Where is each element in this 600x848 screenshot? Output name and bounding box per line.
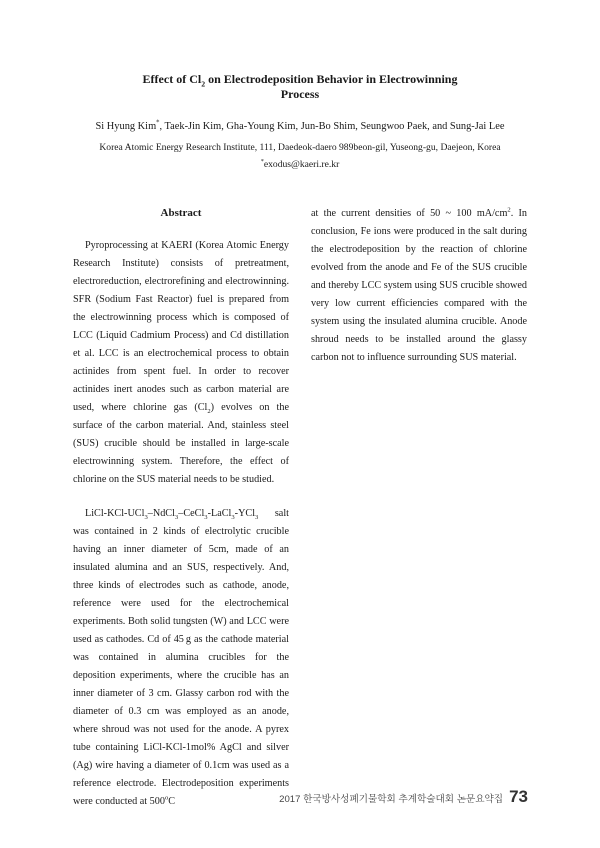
title-subscript: 2 <box>201 79 206 89</box>
page-number: 73 <box>509 787 528 806</box>
para1-text-b: ) evolves on the surface of the carbon material. And, stainless steel (SUS) crucible should be installed in large-scale electrowinning system. Therefore, the effect of chlorine on the SUS material needs to be studied. <box>73 402 289 485</box>
salt-ce: –CeCl <box>178 508 205 519</box>
para3-text-a: at the current densities of 50 ~ 100 mA/cm <box>311 208 508 219</box>
salt-ce-sub: 3 <box>204 514 208 522</box>
paragraph-conclusion <box>311 205 527 367</box>
degree-mark: o <box>164 794 169 802</box>
methods-body: salt was contained in 2 kinds of electrolytic crucible having an inner diameter of 5cm, made of an insulated alumina and an SUS, respectively. And, three kinds of electrodes such as cathode, anode, reference were used for the electrochemical experiments. Both solid tungsten (W) and LCC were used as cathodes. Cd of 45 g as the cathode material was contained in alumina crucibles for the deposition experiments, where the crucible has an inner diameter of 3 cm. Glassy carbon rod with the diameter of 0.3 cm was employed as an anode, where shroud was not used for the anode. A pyrex tube containing LiCl-KCl-1mol% AgCl and silver (Ag) wire having a diameter of 0.1cm was used as a reference electrode. Electrodeposition experiments were conducted at 500 <box>73 508 289 807</box>
para1-subscript: 2 <box>207 408 211 416</box>
salt-nd: –NdCl <box>147 508 175 519</box>
abstract-heading: Abstract <box>160 207 202 219</box>
salt-la: -LaCl <box>207 508 232 519</box>
email-mark: * <box>260 157 264 165</box>
title-line-2: Process <box>280 87 320 101</box>
salt-uc: LiCl-KCl-UCl <box>85 508 145 519</box>
proceedings-title: 2017 한국방사성폐기물학회 추계학술대회 논문요약집 <box>279 794 504 805</box>
salt-nd-sub: 3 <box>174 514 179 522</box>
paragraph-intro <box>73 237 289 489</box>
paragraph-methods <box>73 505 289 811</box>
para1-text-a: Pyroprocessing at KAERI (Korea Atomic Energy Research Institute) consists of pretreatment, electroreduction, electrorefining and electrowinning. SFR (Sodium Fast Reactor) fuel is prepared from the electrowinning process which is composed of LCC (Liquid Cadmium Process) and Cd distillation et al. LCC is an electrochemical process to obtain actinides from spent fuel. In order to recover actinides inert anodes such as carbon material are used, where chlorine gas (Cl <box>73 240 289 413</box>
contact-email <box>100 158 500 171</box>
title-text-b: on Electrodeposition Behavior in Electrowinning <box>205 72 458 86</box>
author-list <box>60 120 540 134</box>
celsius-unit: C <box>168 796 176 807</box>
salt-la-sub: 3 <box>231 514 235 522</box>
affiliation: Korea Atomic Energy Research Institute, 111, Daedeok-daero 989beon-gil, Yuseong-gu, Daejeon, Korea <box>99 142 501 153</box>
co-authors: , Taek-Jin Kim, Gha-Young Kim, Jun-Bo Shim, Seungwoo Paek, and Sung-Jai Lee <box>159 121 505 132</box>
corresponding-author: Si Hyung Kim <box>95 121 157 132</box>
salt-y-sub: 3 <box>255 514 259 522</box>
email-address: exodus@kaeri.re.kr <box>263 159 340 170</box>
title-text-a: Effect of Cl <box>142 72 202 86</box>
para3-text-b: . In conclusion, Fe ions were produced in the salt during the electrodeposition by the reaction of chlorine evolved from the anode and Fe of the SUS crucible and thereby LCC system using SUS crucible showed very low current efficiencies compared with the system using the insulated alumina crucible. Anode shroud needs to be installed around the glassy carbon not to influence surrounding SUS material. <box>311 208 527 363</box>
para3-superscript: 2 <box>507 206 511 214</box>
page-footer <box>279 787 528 807</box>
paper-title <box>80 72 520 102</box>
left-column <box>73 205 289 827</box>
salt-y: -YCl <box>234 508 256 519</box>
title-line-1 <box>80 72 520 87</box>
corresponding-mark: * <box>156 119 160 127</box>
right-column <box>311 205 527 383</box>
salt-uc-sub: 3 <box>144 514 148 522</box>
